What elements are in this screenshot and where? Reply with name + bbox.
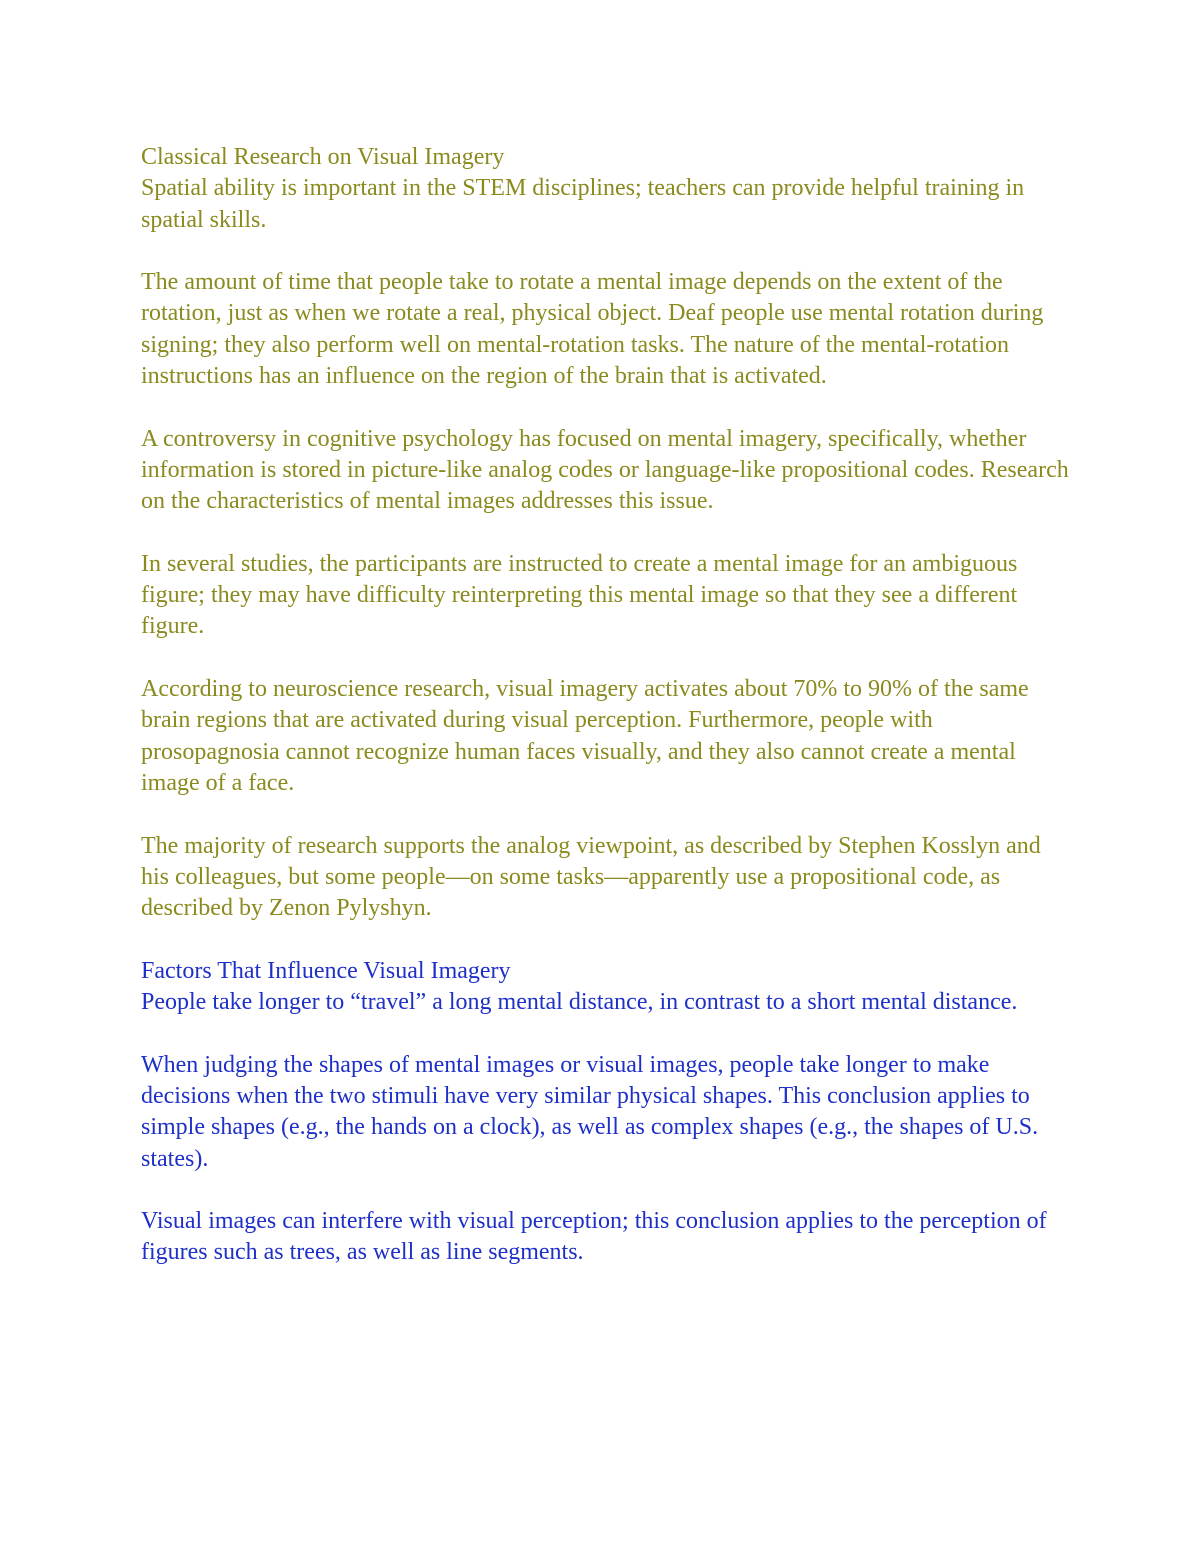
section-intro-block [141, 142, 1071, 236]
document-page [141, 142, 1071, 1269]
section-heading: Classical Research on Visual Imagery [141, 144, 505, 170]
paragraph: In several studies, the participants are instructed to create a mental image for an ambiguous figure; they may have difficulty reinterpreting this mental image so that they see a different figure. [141, 550, 1018, 640]
section-classical-research [141, 142, 1071, 924]
paragraph: Visual images can interfere with visual perception; this conclusion applies to the perception of figures such as trees, as well as line segments. [141, 1208, 1047, 1266]
paragraph: According to neuroscience research, visual imagery activates about 70% to 90% of the same brain regions that are activated during visual perception. Furthermore, people with prosopagnosia cannot recognize human faces visually, and they also cannot create a mental image of a face. [141, 676, 1029, 796]
paragraph: The amount of time that people take to rotate a mental image depends on the extent of the rotation, just as when we rotate a real, physical object. Deaf people use mental rotation during signing; they also perform well on mental-rotation tasks. The nature of the mental-rotation instructions has an influence on the region of the brain that is activated. [141, 269, 1044, 390]
paragraph: When judging the shapes of mental images or visual images, people take longer to make decisions when the two stimuli have very similar physical shapes. This conclusion applies to simple shapes (e.g., the hands on a clock), as well as complex shapes (e.g., the shapes of U.S. states). [141, 1051, 1039, 1172]
paragraph: A controversy in cognitive psychology has focused on mental imagery, specifically, whether information is stored in picture-like analog codes or language-like propositional codes. Research on the characteristics of mental images addresses this issue. [141, 425, 1069, 515]
section-heading: Factors That Influence Visual Imagery [141, 957, 511, 984]
paragraph: The majority of research supports the analog viewpoint, as described by Stephen Kosslyn and his colleagues, but some people—on some tasks—apparently use a propositional code, as described by Zenon Pylyshyn. [141, 832, 1041, 922]
section-intro-block [141, 956, 1071, 1019]
section-factors-visual-imagery [141, 956, 1071, 1269]
paragraph: Spatial ability is important in the STEM disciplines; teachers can provide helpful training in spatial skills. [141, 175, 1025, 233]
paragraph: People take longer to “travel” a long mental distance, in contrast to a short mental distance. [141, 989, 1018, 1016]
